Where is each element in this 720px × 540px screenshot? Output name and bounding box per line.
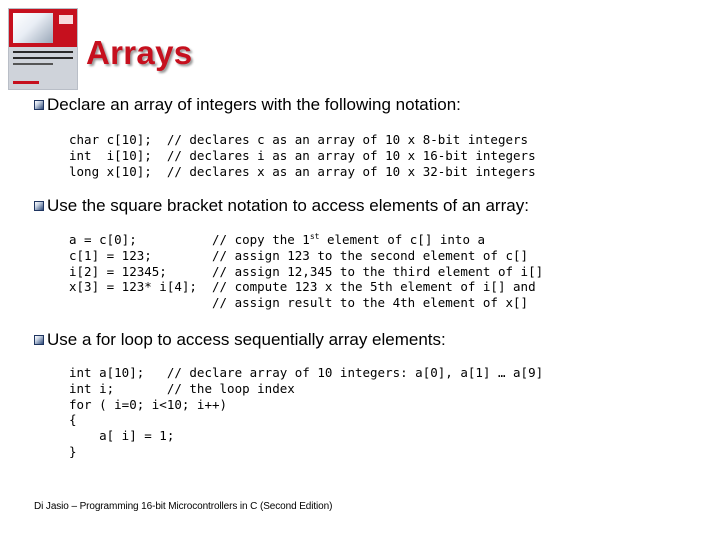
code-line: i[2] = 12345; // assign 12,345 to the third element of i[] (69, 263, 544, 279)
code-line: int a[10]; // declare array of 10 integers: a[0], a[1] … a[9] (69, 365, 544, 380)
code-line: // assign result to the 4th element of x[] (69, 295, 529, 311)
bullet-for-loop (34, 330, 446, 350)
code-block-access (69, 232, 543, 311)
square-bullet-icon (34, 201, 44, 211)
code-line: for ( i=0; i<10; i++) (69, 396, 228, 412)
code-line: char c[10]; // declares c as an array of 10 x 8-bit integers (69, 132, 529, 147)
code-line-part: a = c[0]; // copy the 1 (69, 232, 310, 247)
code-line: { (69, 412, 77, 428)
code-line: long x[10]; // declares x as an array of 10 x 32-bit integers (69, 163, 536, 179)
bullet-text: Use a for loop to access sequentially array elements: (47, 330, 446, 349)
bullet-declare (34, 95, 461, 115)
footer-citation: Di Jasio – Programming 16-bit Microcontrollers in C (Second Edition) (34, 501, 333, 512)
book-cover-image (8, 8, 78, 90)
code-line: int i[10]; // declares i as an array of 10 x 16-bit integers (69, 147, 536, 163)
code-line: x[3] = 123* i[4]; // compute 123 x the 5th element of i[] and (69, 279, 536, 295)
code-line-part: element of c[] into a (319, 232, 486, 247)
code-line: a[ i] = 1; (69, 428, 175, 444)
bullet-text: Use the square bracket notation to access elements of an array: (47, 196, 529, 215)
code-line (69, 232, 543, 248)
slide-title: Arrays (86, 34, 193, 71)
ordinal-suffix: st (309, 231, 320, 241)
code-block-for-loop (69, 365, 543, 460)
code-line: c[1] = 123; // assign 123 to the second element of c[] (69, 247, 529, 263)
code-line: int i; // the loop index (69, 380, 295, 396)
code-line: } (69, 443, 77, 459)
square-bullet-icon (34, 335, 44, 345)
bullet-access (34, 196, 529, 216)
square-bullet-icon (34, 100, 44, 110)
code-block-declare (69, 132, 536, 179)
bullet-text: Declare an array of integers with the following notation: (47, 95, 461, 114)
